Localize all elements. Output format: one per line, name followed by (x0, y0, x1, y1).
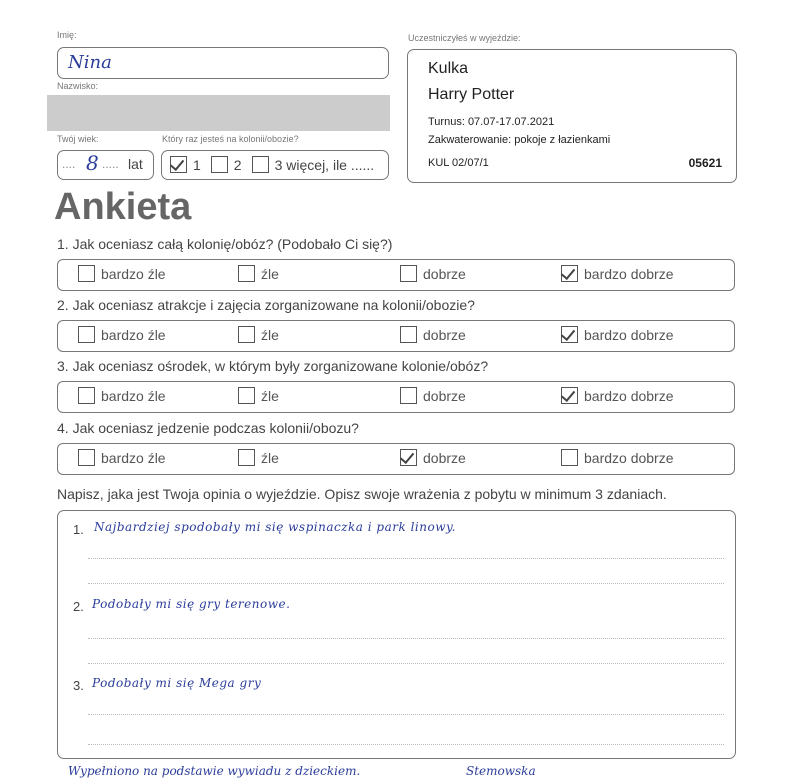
info-trip: Harry Potter (428, 86, 515, 103)
opinion-prompt: Napisz, jaka jest Twoja opinia o wyjeździe. Opisz swoje wrażenia z pobytu w minimum 3 zdaniach. (57, 486, 667, 502)
rating-checkbox[interactable] (78, 326, 95, 343)
question-4-options (57, 443, 735, 475)
rating-label: dobrze (423, 326, 466, 343)
answer-3-num: 3. (73, 678, 84, 693)
question-1-option[interactable] (400, 265, 466, 282)
raz-2-checkbox[interactable] (211, 156, 228, 173)
question-2-option[interactable] (238, 326, 279, 343)
rating-label: bardzo źle (101, 387, 166, 404)
rating-label: bardzo dobrze (584, 449, 674, 466)
question-2-option[interactable] (400, 326, 466, 343)
opinion-line (88, 583, 724, 584)
wiek-unit: lat (128, 156, 143, 172)
imie-value: Nina (68, 52, 112, 73)
imie-field[interactable] (57, 47, 389, 79)
rating-checkbox[interactable] (238, 326, 255, 343)
rating-label: bardzo źle (101, 265, 166, 282)
info-box (407, 49, 737, 183)
footer-note: Wypełniono na podstawie wywiadu z dzieckiem. (68, 764, 361, 778)
answer-1-text: Najbardziej spodobały mi się wspinaczka i park linowy. (94, 520, 456, 534)
question-2-option[interactable] (78, 326, 166, 343)
question-3-text: 3. Jak oceniasz ośrodek, w którym były zorganizowane kolonie/obóz? (57, 358, 489, 374)
opinion-box[interactable] (57, 510, 736, 759)
question-2-options (57, 320, 735, 352)
raz-3-checkbox[interactable] (252, 156, 269, 173)
wiek-value: 8 (86, 151, 99, 175)
rating-checkbox[interactable] (238, 265, 255, 282)
rating-checkbox[interactable] (400, 449, 417, 466)
info-number: 05621 (688, 156, 722, 170)
imie-label: Imię: (57, 30, 77, 40)
raz-1-label: 1 (193, 156, 201, 173)
rating-label: bardzo źle (101, 449, 166, 466)
rating-label: bardzo dobrze (584, 387, 674, 404)
question-3-option[interactable] (78, 387, 166, 404)
wiek-label: Twój wiek: (57, 134, 99, 144)
ktory-raz-label: Który raz jesteś na kolonii/obozie? (162, 134, 299, 144)
signature: Stemowska (466, 764, 536, 778)
raz-1-checkbox[interactable] (170, 156, 187, 173)
rating-checkbox[interactable] (561, 326, 578, 343)
rating-checkbox[interactable] (561, 265, 578, 282)
rating-label: źle (261, 326, 279, 343)
rating-label: źle (261, 449, 279, 466)
wiek-dots: .... (62, 157, 76, 171)
rating-checkbox[interactable] (78, 449, 95, 466)
question-3-options (57, 381, 735, 413)
question-4-text: 4. Jak oceniasz jedzenie podczas kolonii/obozu? (57, 420, 359, 436)
question-4-option[interactable] (78, 449, 166, 466)
info-name: Kulka (428, 60, 469, 77)
question-4-option[interactable] (400, 449, 466, 466)
info-zakwaterowanie: Zakwaterowanie: pokoje z łazienkami (428, 134, 611, 146)
rating-checkbox[interactable] (238, 387, 255, 404)
question-4-option[interactable] (238, 449, 279, 466)
answer-2-num: 2. (73, 599, 84, 614)
rating-checkbox[interactable] (561, 449, 578, 466)
rating-label: bardzo dobrze (584, 265, 674, 282)
question-1-option[interactable] (78, 265, 166, 282)
rating-checkbox[interactable] (238, 449, 255, 466)
question-1-text: 1. Jak oceniasz całą kolonię/obóz? (Podobało Ci się?) (57, 236, 393, 252)
raz-3-label: 3 więcej, ile ...... (274, 156, 375, 173)
info-code: KUL 02/07/1 (428, 157, 489, 169)
rating-label: źle (261, 387, 279, 404)
info-turnus: Turnus: 07.07-17.07.2021 (428, 116, 555, 128)
rating-checkbox[interactable] (400, 387, 417, 404)
rating-checkbox[interactable] (400, 326, 417, 343)
answer-3-text: Podobały mi się Mega gry (92, 676, 262, 690)
opinion-line (88, 558, 724, 559)
rating-label: bardzo źle (101, 326, 166, 343)
rating-checkbox[interactable] (400, 265, 417, 282)
opinion-line (88, 663, 724, 664)
question-1-options (57, 259, 735, 291)
wiek-dots-2: ..... (102, 157, 119, 171)
answer-2-text: Podobały mi się gry terenowe. (92, 597, 291, 611)
rating-label: dobrze (423, 387, 466, 404)
question-2-option[interactable] (561, 326, 674, 343)
rating-label: źle (261, 265, 279, 282)
question-2-text: 2. Jak oceniasz atrakcje i zajęcia zorganizowane na kolonii/obozie? (57, 297, 475, 313)
raz-2-label: 2 (233, 156, 242, 173)
uczestnik-label: Uczestniczyłeś w wyjeździe: (408, 33, 521, 43)
question-1-option[interactable] (561, 265, 674, 282)
page-title: Ankieta (54, 186, 192, 228)
opinion-line (88, 744, 724, 745)
rating-label: dobrze (423, 265, 466, 282)
answer-1-num: 1. (73, 522, 84, 537)
question-3-option[interactable] (238, 387, 279, 404)
rating-label: dobrze (423, 449, 466, 466)
rating-label: bardzo dobrze (584, 326, 674, 343)
nazwisko-redacted (47, 95, 390, 131)
ktory-raz-field (161, 150, 389, 180)
rating-checkbox[interactable] (78, 265, 95, 282)
rating-checkbox[interactable] (78, 387, 95, 404)
question-3-option[interactable] (400, 387, 466, 404)
opinion-line (88, 714, 724, 715)
question-4-option[interactable] (561, 449, 674, 466)
question-3-option[interactable] (561, 387, 674, 404)
rating-checkbox[interactable] (561, 387, 578, 404)
wiek-field[interactable] (57, 150, 154, 180)
question-1-option[interactable] (238, 265, 279, 282)
opinion-line (88, 638, 724, 639)
nazwisko-label: Nazwisko: (57, 81, 99, 91)
